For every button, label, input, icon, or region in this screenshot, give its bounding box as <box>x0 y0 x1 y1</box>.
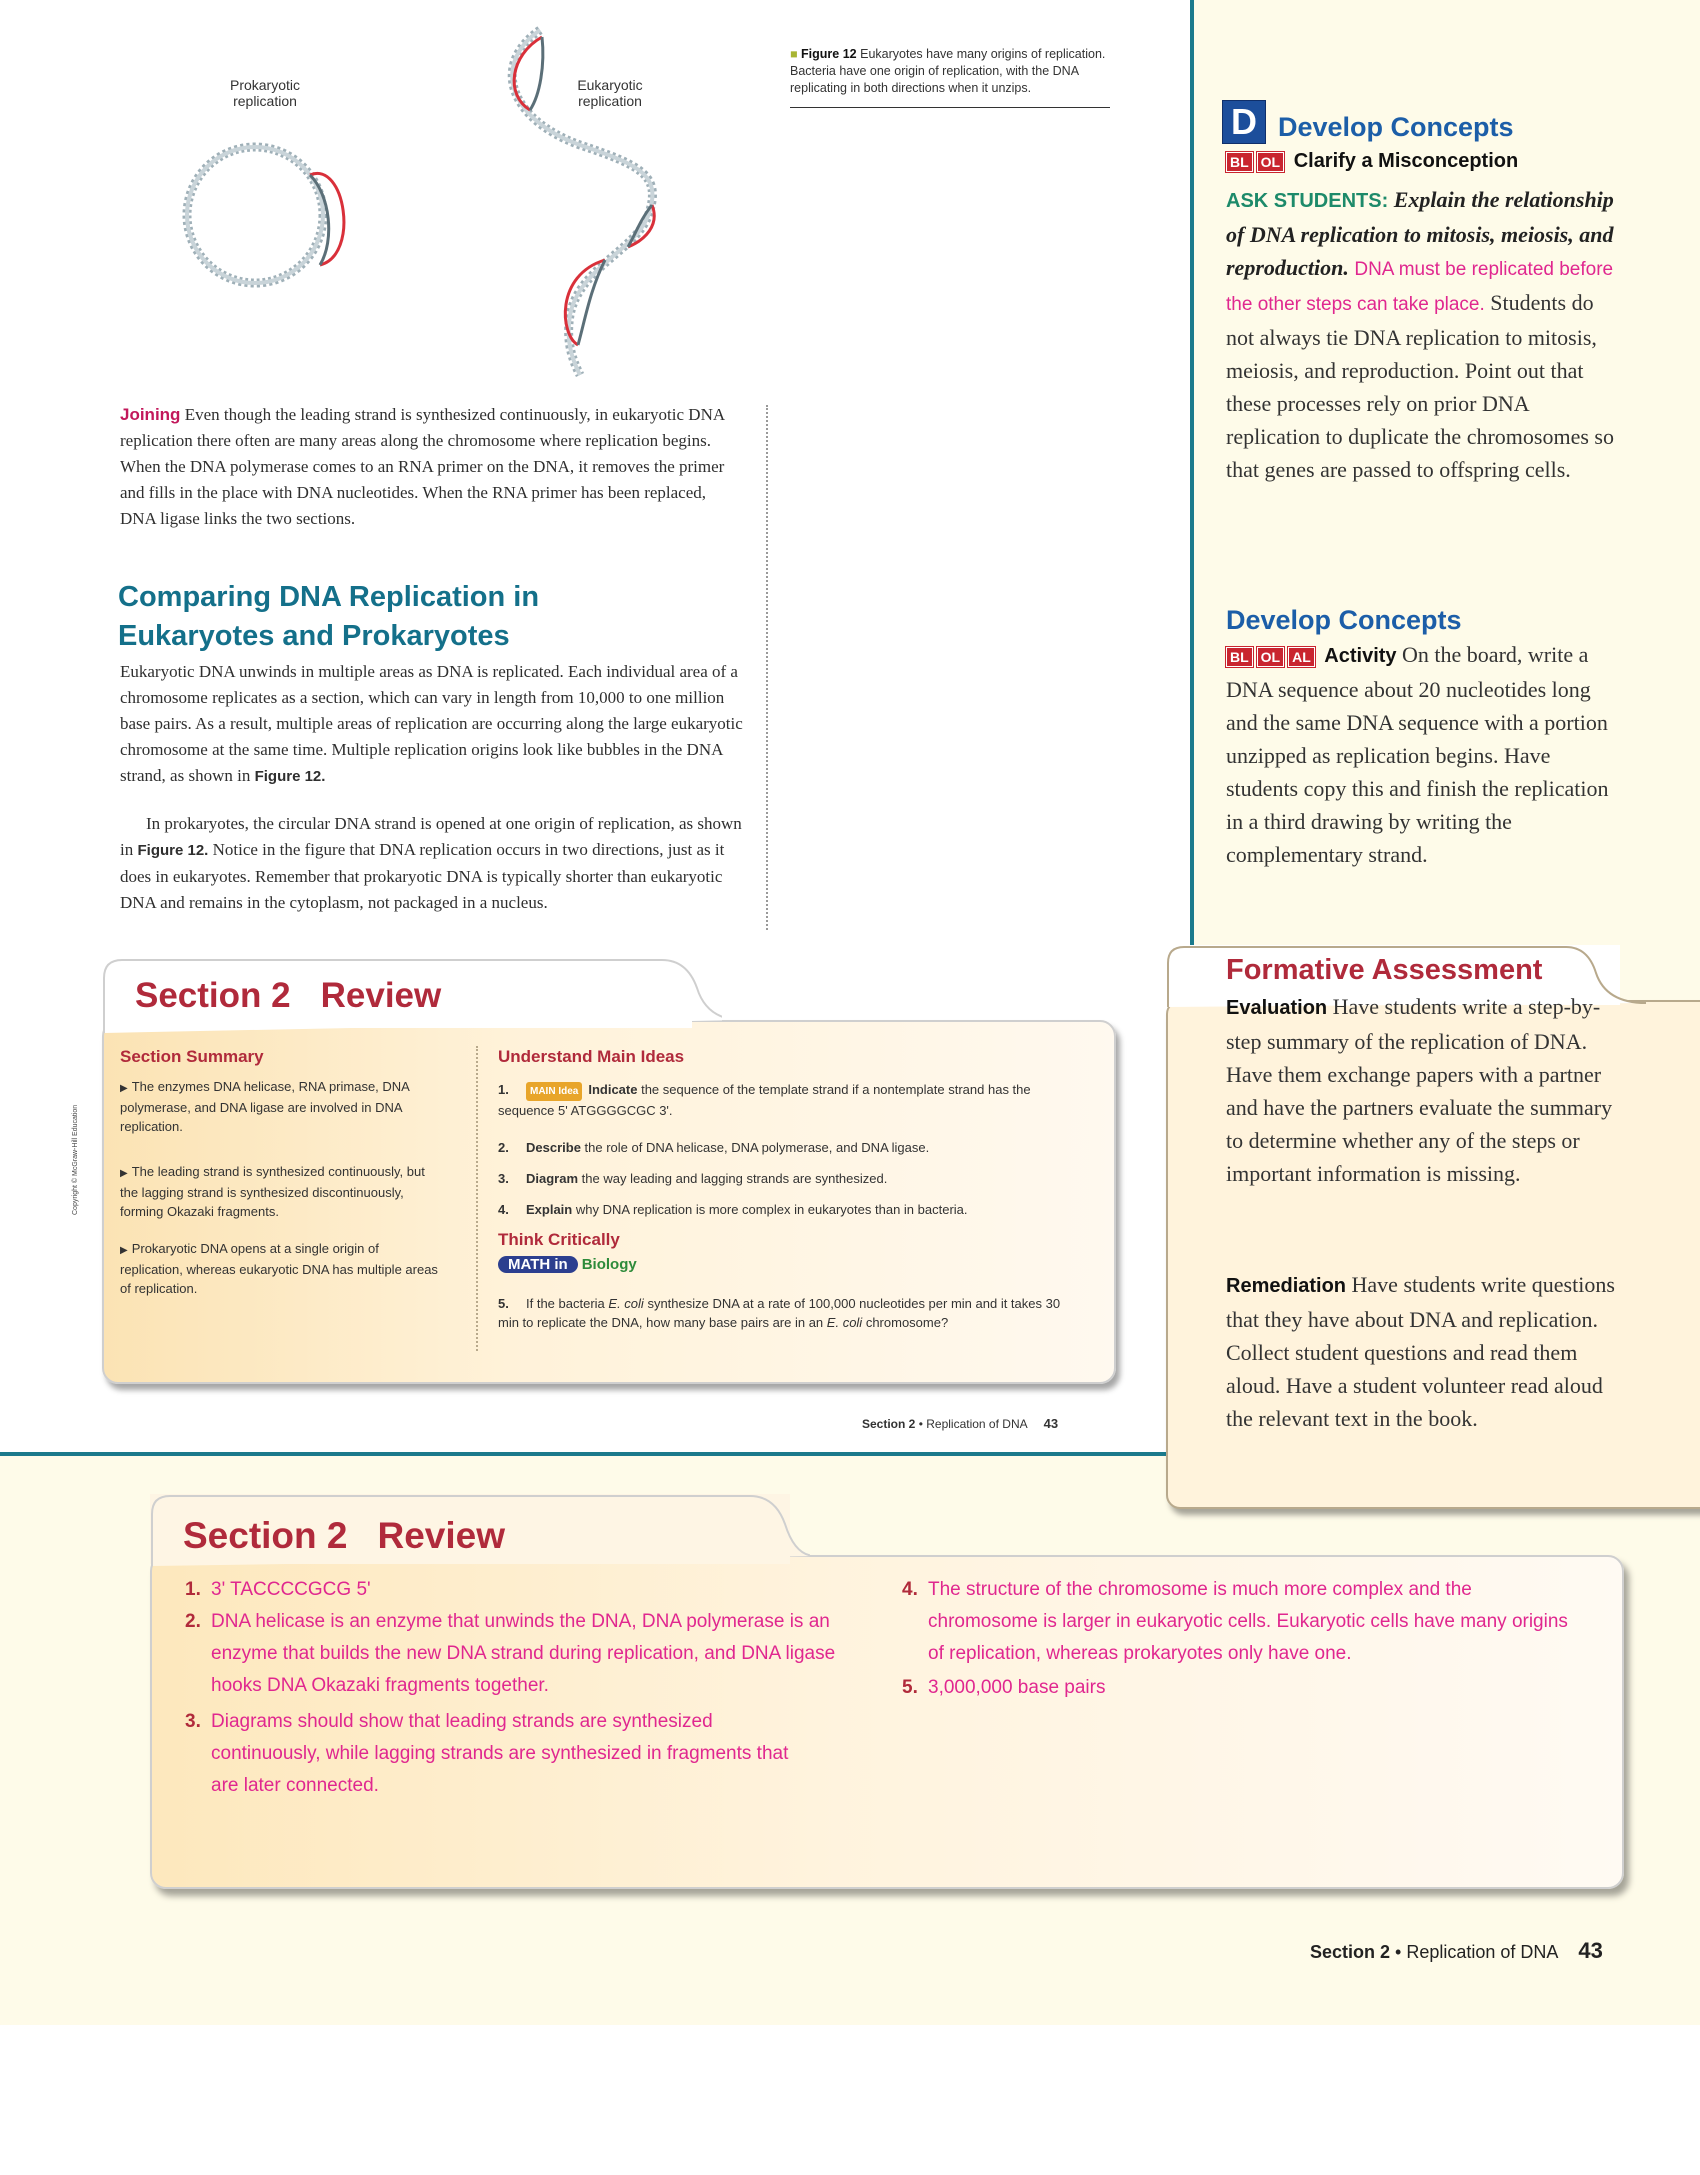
question-text: If the bacteria <box>526 1296 605 1311</box>
eukaryotic-label-line1: Eukaryotic <box>577 77 643 93</box>
answer-1 <box>185 1574 865 1606</box>
develop-concepts-heading: Develop Concepts <box>1278 112 1514 142</box>
answer-2 <box>185 1606 865 1702</box>
question-number: 3. <box>498 1171 509 1186</box>
clarify-paragraph <box>1226 183 1626 486</box>
question-verb: Describe <box>526 1140 581 1155</box>
prokaryotic-paragraph-text-a: In prokaryotes, the circular DNA strand is opened at one origin of replication, as shown in <box>120 814 742 859</box>
question-verb: Explain <box>526 1202 573 1217</box>
figure-caption-label: Figure 12 <box>801 47 857 61</box>
eukaryotic-label <box>560 77 660 109</box>
footer-section: Section 2 <box>1310 1942 1391 1962</box>
evaluation-label: Evaluation <box>1226 997 1328 1019</box>
question-2 <box>498 1138 1078 1157</box>
question-number: 5. <box>498 1296 509 1311</box>
comparing-heading-line2: Eukaryotes and Prokaryotes <box>118 620 510 652</box>
tag-bl: BL <box>1226 152 1253 172</box>
answer-number: 1. <box>185 1579 201 1600</box>
summary-item <box>120 1239 445 1298</box>
understand-main-ideas-heading: Understand Main Ideas <box>498 1047 685 1066</box>
tag-ol: OL <box>1257 647 1284 667</box>
question-number: 4. <box>498 1202 509 1217</box>
teacher-review-title-review: Review <box>377 1515 506 1556</box>
copyright-notice: Copyright © McGraw-Hill Education <box>72 1104 79 1215</box>
answer-4 <box>902 1574 1582 1670</box>
summary-item-text: The enzymes DNA helicase, RNA primase, DNA polymerase, and DNA ligase are involved in DNA replication. <box>120 1079 410 1134</box>
student-review-title <box>135 976 441 1016</box>
tag-ol: OL <box>1257 152 1284 172</box>
section-summary-heading: Section Summary <box>120 1047 264 1066</box>
question-text: why DNA replication is more complex in eukaryotes than in bacteria. <box>575 1202 968 1217</box>
answer-number: 4. <box>902 1579 918 1600</box>
review-title-review: Review <box>320 976 442 1015</box>
eukaryotic-label-line2: replication <box>578 93 642 109</box>
question-4 <box>498 1200 1078 1219</box>
page-border-accent <box>0 1452 14 1456</box>
question-text: the role of DNA helicase, DNA polymerase, and DNA ligase. <box>584 1140 930 1155</box>
question-text: the sequence of the template strand if a nontemplate strand has the sequence 5' ATGGGGCGC 3'. <box>498 1082 1031 1118</box>
think-critically-heading: Think Critically <box>498 1230 620 1249</box>
eukaryotic-paragraph-text: Eukaryotic DNA unwinds in multiple areas as DNA is replicated. Each individual area of a chromosome replicates as a section, which can vary in length from 10,000 to one million base pairs. As a result, multiple areas of replication are occurring along the large eukaryotic chromosome at the same time. Multiple replication origins look like bubbles in the DNA strand, as shown in <box>120 662 743 785</box>
question-verb: Diagram <box>526 1171 579 1186</box>
comparing-heading-line1: Comparing DNA Replication in <box>118 581 540 613</box>
joining-run-in-head: Joining <box>120 405 181 424</box>
evaluation-text: Have students write a step-by-step summary of the replication of DNA. Have them exchange papers with a partner and have the partners evaluate the summary to determine whether any of the steps or important information is missing. <box>1226 994 1613 1186</box>
joining-text: Even though the leading strand is synthesized continuously, in eukaryotic DNA replication there often are many areas along the chromosome where replication begins. When the DNA polymerase comes to an RNA primer on the DNA, it removes the primer and fills in the place with DNA nucleotides. When the RNA primer has been replaced, DNA ligase links the two sections. <box>120 405 725 528</box>
prokaryotic-label <box>215 77 315 109</box>
math-in-label: MATH in <box>498 1256 578 1273</box>
species-name: E. coli <box>608 1296 644 1311</box>
answer-text: DNA helicase is an enzyme that unwinds the DNA, DNA polymerase is an enzyme that builds the new DNA strand during replication, and DNA ligase hooks DNA Okazaki fragments together. <box>211 1611 836 1696</box>
answer-number: 2. <box>185 1611 201 1632</box>
page-number: 43 <box>1578 1938 1603 1963</box>
footer-topic: Replication of DNA <box>1406 1942 1559 1962</box>
species-name: E. coli <box>826 1315 863 1330</box>
evaluation-paragraph <box>1226 990 1626 1190</box>
math-in-biology-badge <box>498 1256 637 1273</box>
footer-topic: Replication of DNA <box>926 1417 1028 1431</box>
question-number: 1. <box>498 1082 509 1097</box>
develop-concepts-heading-2: Develop Concepts <box>1226 605 1462 635</box>
d-step-badge: D <box>1222 100 1266 144</box>
question-1 <box>498 1080 1078 1120</box>
figure-reference-link[interactable]: Figure 12. <box>254 768 326 785</box>
biology-label: Biology <box>581 1256 637 1273</box>
activity-text: On the board, write a DNA sequence about 20 nucleotides long and the same DNA sequence with a portion unzipped as replication begins. Have students copy this and finish the replication in a third drawing by writing the complementary strand. <box>1226 642 1609 867</box>
question-5 <box>498 1294 1078 1332</box>
ask-question: Explain the relationship of DNA replication to mitosis, meiosis, and reproduction. <box>1226 187 1614 280</box>
question-text: synthesize DNA at a rate of 100,000 nucleotides per min and it takes 30 min to replicate the DNA, how many base pairs are in an <box>498 1296 1061 1330</box>
question-3 <box>498 1169 1078 1188</box>
ask-students-label: ASK STUDENTS: <box>1226 190 1389 212</box>
summary-item-text: The leading strand is synthesized continuously, but the lagging strand is synthesized discontinuously, forming Okazaki fragments. <box>120 1164 425 1219</box>
summary-item <box>120 1162 445 1221</box>
teacher-page-footer: Section 2 • Replication of DNA 43 <box>1310 1938 1603 1963</box>
teacher-review-title <box>183 1515 505 1557</box>
figure-caption-text: Eukaryotes have many origins of replication. Bacteria have one origin of replication, with the DNA replicating in both directions when it unzips. <box>790 47 1106 95</box>
answer-text: The structure of the chromosome is much more complex and the chromosome is larger in eukaryotic cells. Eukaryotic cells have many origins of replication, whereas prokaryotes only have one. <box>928 1579 1568 1664</box>
clarify-misconception-line <box>1226 150 1518 173</box>
bullet-triangle-icon: ▶ <box>120 1168 128 1179</box>
prokaryotic-label-line1: Prokaryotic <box>229 77 301 93</box>
question-text: the way leading and lagging strands are synthesized. <box>581 1171 888 1186</box>
teacher-review-title-section: Section 2 <box>183 1515 348 1556</box>
page-number: 43 <box>1043 1416 1059 1431</box>
answer-number: 5. <box>902 1677 918 1698</box>
clarify-followup-text: Students do not always tie DNA replication to mitosis, meiosis, and reproduction. Point out that these processes rely on prior DNA replication to duplicate the chromosomes so that genes are passed to offspring cells. <box>1226 290 1614 482</box>
eukaryotic-paragraph <box>120 659 745 790</box>
remediation-text: Have students write questions that they have about DNA and replication. Collect student questions and read them aloud. Have a student volunteer read aloud the relevant text in the book. <box>1226 1272 1615 1431</box>
question-verb: Indicate <box>588 1082 638 1097</box>
question-text: chromosome? <box>865 1315 949 1330</box>
comparing-heading <box>118 578 758 656</box>
clarify-label: Clarify a Misconception <box>1293 150 1519 172</box>
bullet-triangle-icon: ▶ <box>120 1083 128 1094</box>
ask-answer: DNA must be replicated before the other steps can take place. <box>1226 259 1614 315</box>
activity-paragraph <box>1226 638 1626 871</box>
activity-label: Activity <box>1324 645 1397 667</box>
summary-item-text: Prokaryotic DNA opens at a single origin of replication, whereas eukaryotic DNA has multiple areas of replication. <box>120 1241 438 1296</box>
answer-5 <box>902 1672 1582 1704</box>
answer-text: Diagrams should show that leading strands are synthesized continuously, while lagging strands are synthesized in fragments that are later connected. <box>211 1711 789 1796</box>
prokaryotic-label-line2: replication <box>233 93 297 109</box>
prokaryotic-paragraph <box>120 811 745 916</box>
formative-assessment-heading: Formative Assessment <box>1226 954 1543 986</box>
column-divider <box>766 405 768 930</box>
remediation-paragraph <box>1226 1268 1626 1435</box>
main-idea-badge: MAIN Idea <box>526 1082 582 1101</box>
question-number: 2. <box>498 1140 509 1155</box>
remediation-label: Remediation <box>1226 1275 1347 1297</box>
figure-caption: ■ Figure 12 Eukaryotes have many origins of replication. Bacteria have one origin of replication, with the DNA replicating in both directions when it unzips. <box>790 46 1110 108</box>
tag-bl: BL <box>1226 647 1253 667</box>
student-page-footer: Section 2 • Replication of DNA 43 <box>862 1416 1059 1431</box>
bullet-triangle-icon: ▶ <box>120 1245 128 1256</box>
dna-replication-figure <box>160 25 740 380</box>
review-title-section: Section 2 <box>135 976 291 1015</box>
answer-number: 3. <box>185 1711 201 1732</box>
footer-section: Section 2 <box>862 1417 916 1431</box>
summary-item <box>120 1077 445 1136</box>
answer-text: 3' TACCCCGCG 5' <box>211 1579 371 1600</box>
joining-paragraph <box>120 402 745 532</box>
answer-text: 3,000,000 base pairs <box>928 1677 1106 1698</box>
answer-3 <box>185 1706 865 1802</box>
review-column-divider <box>476 1046 478 1351</box>
figure-reference-link[interactable]: Figure 12. <box>137 842 209 859</box>
prokaryotic-paragraph-text-b: Notice in the figure that DNA replication occurs in two directions, just as it does in eukaryotes. Remember that prokaryotic DNA is typically shorter than eukaryotic DNA and remains in the cytoplasm, not packaged in a nucleus. <box>120 840 725 912</box>
tag-al: AL <box>1288 647 1315 667</box>
